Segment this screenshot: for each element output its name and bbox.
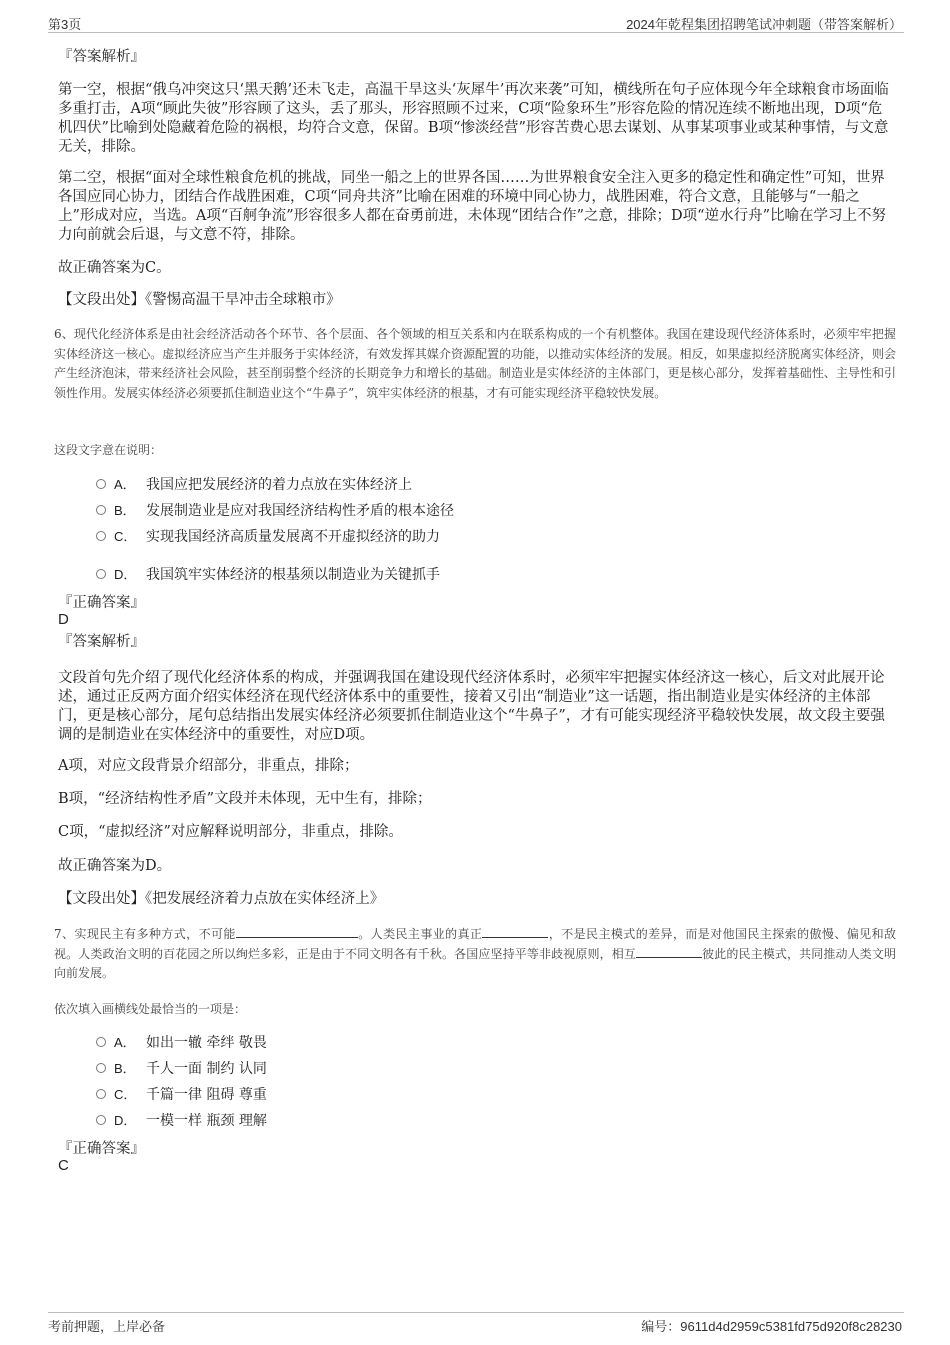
q6-option-b[interactable]: B． 发展制造业是应对我国经济结构性矛盾的根本途径 — [96, 501, 454, 521]
blank-1[interactable] — [236, 925, 358, 938]
q7-option-d[interactable]: D． 一模一样 瓶颈 理解 — [96, 1111, 267, 1131]
radio-icon[interactable] — [96, 569, 106, 579]
document-title: 2024年乾程集团招聘笔试冲刺题（带答案解析） — [626, 17, 902, 32]
radio-icon[interactable] — [96, 1037, 106, 1047]
radio-icon[interactable] — [96, 531, 106, 541]
q7-option-c[interactable]: C． 千篇一律 阻碍 尊重 — [96, 1085, 267, 1105]
q7-stem: 7、实现民主有多种方式，不可能 。人类民主事业的真正 ，不是民主模式的差异，而是对他国民主探索的傲慢、偏见和敌视。人类政治文明的百花园之所以绚烂多彩，正是由于不同文明各有千秋。各国应坚持平等非歧视原则，相互 彼此的民主模式，共同推动人类文明向前发展。 — [54, 927, 896, 980]
q6-stem: 6、现代化经济体系是由社会经济活动各个环节、各个层面、各个领域的相互关系和内在联系构成的一个有机整体。我国在建设现代经济体系时，必须牢牢把握实体经济这一核心。虚拟经济应当产生并服务于实体经济，有效发挥其媒介资源配置的功能，以推动实体经济的发展。相反，如果虚拟经济脱离实体经济，则会产生经济泡沫，带来经济社会风险，甚至削弱整个经济的长期竞争力和增长的基础。制造业是实体经济的主体部门，更是核心部分，发挥着基础性、主导性和引领性作用。发展实体经济必须要抓住制造业这个“牛鼻子”，筑牢实体经济的根基，才有可能实现经济平稳较快发展。 — [54, 327, 896, 400]
page-number: 第3页 — [48, 17, 82, 32]
radio-icon[interactable] — [96, 1115, 106, 1125]
q6-analysis-c: C项，“虚拟经济”对应解释说明部分，非重点，排除。 — [58, 824, 403, 840]
q7-prompt: 依次填入画横线处最恰当的一项是： — [54, 1002, 247, 1016]
page-header — [48, 12, 904, 33]
q6-option-d[interactable]: D． 我国筑牢实体经济的根基须以制造业为关键抓手 — [96, 565, 440, 585]
radio-icon[interactable] — [96, 479, 106, 489]
radio-icon[interactable] — [96, 1063, 106, 1073]
radio-icon[interactable] — [96, 1089, 106, 1099]
q6-conclusion: 故正确答案为D。 — [58, 858, 172, 874]
q7-option-b[interactable]: B． 千人一面 制约 认同 — [96, 1059, 267, 1079]
q6-prompt: 这段文字意在说明： — [54, 443, 163, 457]
q5-analysis-label: 『答案解析』 — [58, 49, 145, 65]
q7-option-a[interactable]: A． 如出一辙 牵绊 敬畏 — [96, 1033, 267, 1053]
q6-analysis-b: B项，“经济结构性矛盾”文段并未体现，无中生有，排除； — [58, 791, 432, 807]
q6-option-a[interactable]: A． 我国应把发展经济的着力点放在实体经济上 — [96, 475, 412, 495]
document-code: 编号：9611d4d2959c5381fd75d920f8c28230 — [641, 1319, 902, 1334]
q6-analysis-a: A项，对应文段背景介绍部分，非重点，排除； — [58, 758, 359, 774]
blank-3[interactable] — [636, 945, 702, 958]
q6-option-c[interactable]: C． 实现我国经济高质量发展离不开虚拟经济的助力 — [96, 527, 440, 547]
q6-analysis: 文段首句先介绍了现代化经济体系的构成，并强调我国在建设现代经济体系时，必须牢牢把握实体经济这一核心，后文对此展开论述，通过正反两方面介绍实体经济在现代经济体系中的重要性，接着又引出“制造业”这一话题，指出制造业是实体经济的主体部门，更是核心部分，尾句总结指出发展实体经济必须要抓住制造业这个“牛鼻子”，才有可能实现经济平稳较快发展，故文段主要强调的是制造业在实体经济中的重要性，对应D项。 — [58, 670, 885, 743]
page-footer — [48, 1312, 904, 1333]
q5-conclusion: 故正确答案为C。 — [58, 260, 171, 276]
q7-answer-label: 『正确答案』 — [58, 1141, 145, 1157]
radio-icon[interactable] — [96, 505, 106, 515]
q6-source: 【文段出处】《把发展经济着力点放在实体经济上》 — [58, 891, 385, 907]
q5-analysis-p1: 第一空，根据“俄乌冲突这只‘黑天鹅’还未飞走，高温干旱这头‘灰犀牛’再次来袭”可知，横线所在句子应体现今年全球粮食市场面临多重打击，A项“顾此失彼”形容顾了这头，丢了那头，形容照顾不过来，C项“险象环生”形容危险的情况连续不断地出现，D项“危机四伏”比喻到处隐藏着危险的祸根，均符合文意，保留。B项“惨淡经营”形容苦费心思去谋划、从事某项事业或某种事情，与文意无关，排除。 — [58, 82, 889, 155]
q6-analysis-label: 『答案解析』 — [58, 634, 145, 650]
q6-answer: D — [58, 611, 69, 628]
blank-2[interactable] — [482, 925, 548, 938]
q6-answer-label: 『正确答案』 — [58, 595, 145, 611]
q5-analysis-p2: 第二空，根据“面对全球性粮食危机的挑战，同坐一船之上的世界各国……为世界粮食安全注入更多的稳定性和确定性”可知，世界各国应同心协力，团结合作战胜困难，C项“同舟共济”比喻在困难的环境中同心协力，战胜困难，符合文意，且能够与“一船之上”形成对应，当选。A项“百舸争流”形容很多人都在奋勇前进，未体现“团结合作”之意，排除；D项“逆水行舟”比喻在学习上不努力向前就会后退，与文意不符，排除。 — [58, 170, 886, 243]
q5-source: 【文段出处】《警惕高温干旱冲击全球粮市》 — [58, 292, 341, 308]
q7-answer: C — [58, 1157, 69, 1174]
footer-slogan: 考前押题，上岸必备 — [48, 1319, 166, 1334]
